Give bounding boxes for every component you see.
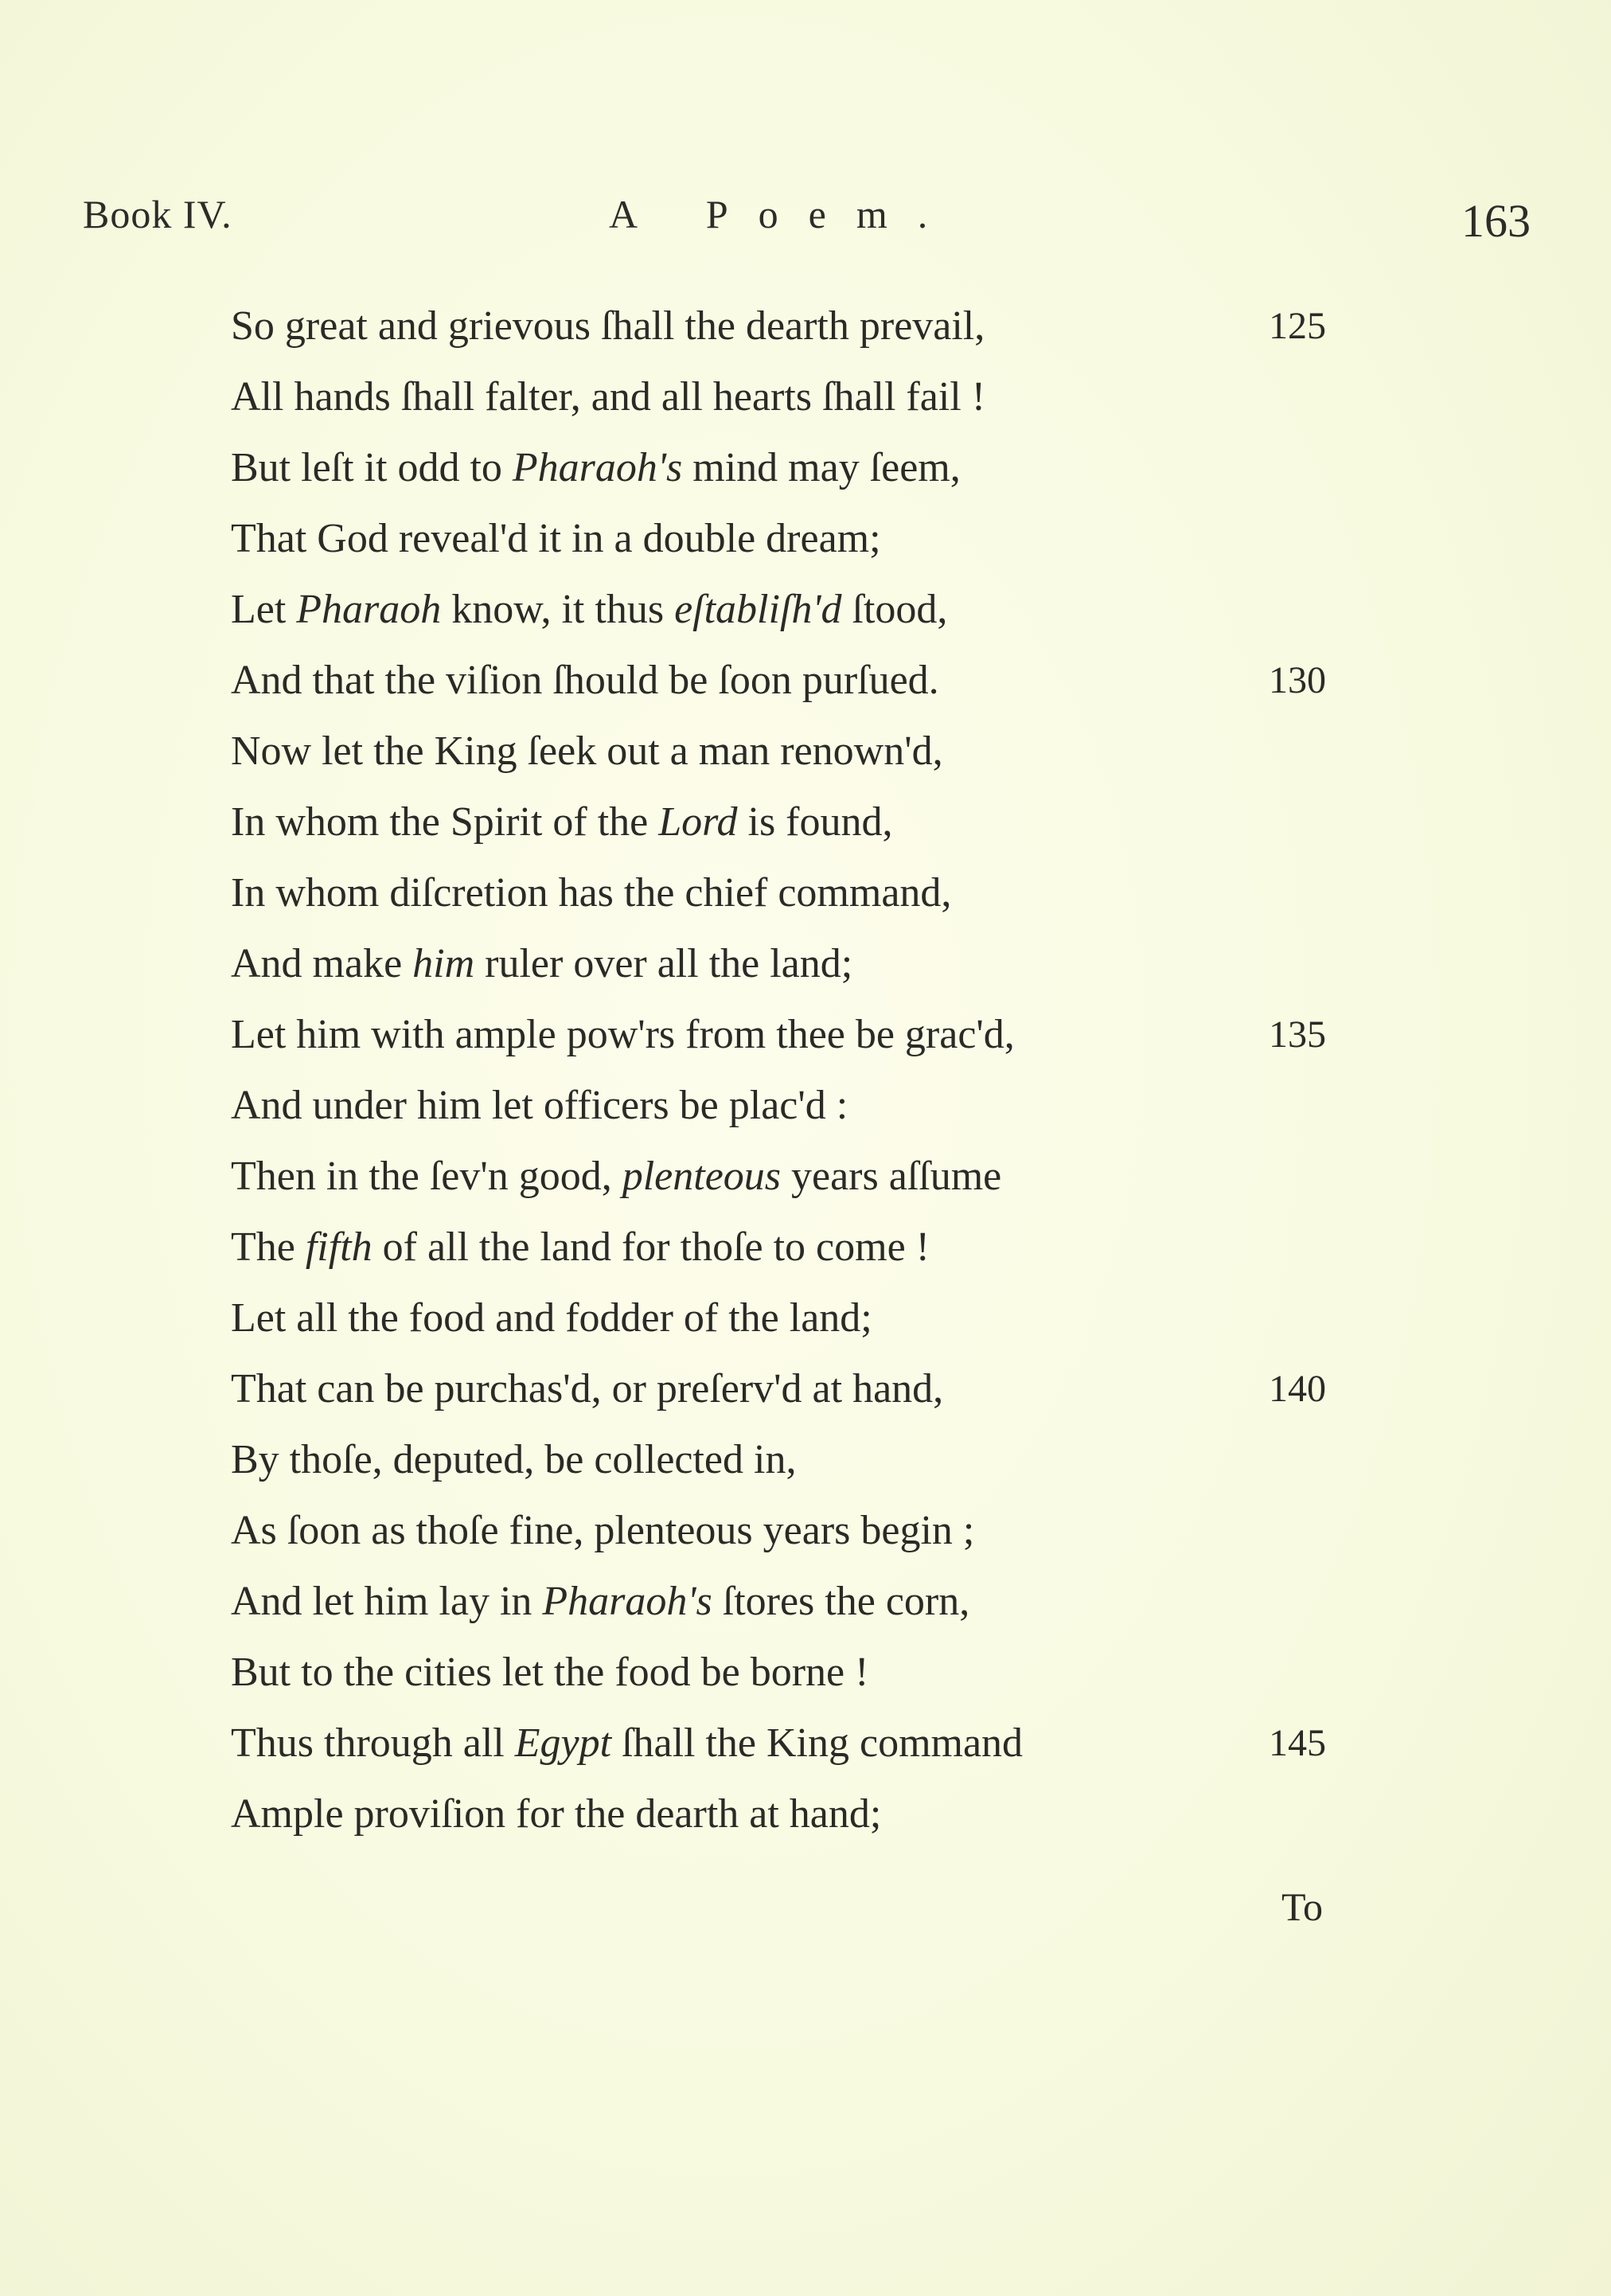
- poem-line: [231, 578, 1266, 642]
- line-text: Ample proviſion for the dearth at hand;: [231, 1791, 882, 1837]
- running-title: A Poem.: [609, 192, 958, 236]
- italic-text: plenteous: [622, 1154, 782, 1199]
- poem-line: [231, 1712, 1266, 1775]
- line-text: Now let the King ſeek out a man renown'd,: [231, 728, 943, 774]
- page-number: 163: [1461, 195, 1531, 247]
- line-number: 125: [1269, 305, 1326, 347]
- poem-line: [231, 791, 1266, 854]
- poem-line: [231, 1357, 1266, 1421]
- line-number: 130: [1269, 659, 1326, 701]
- italic-text: him: [412, 941, 475, 986]
- poem-line: [231, 1783, 1266, 1846]
- line-text: Then in the ſev'n good,: [231, 1154, 622, 1199]
- line-text: The: [231, 1224, 306, 1270]
- line-text: of all the land for thoſe to come !: [372, 1224, 930, 1270]
- italic-text: Pharaoh's: [542, 1579, 712, 1624]
- line-text: is found,: [737, 799, 893, 845]
- italic-text: Pharaoh's: [512, 445, 683, 490]
- line-text: years aſſume: [781, 1154, 1002, 1199]
- line-text: Let: [231, 587, 297, 632]
- line-text: Thus through all: [231, 1720, 515, 1766]
- italic-text: fifth: [305, 1224, 373, 1270]
- line-text: So great and grievous ſhall the dearth prevail,: [231, 303, 985, 349]
- line-number: 140: [1269, 1368, 1326, 1410]
- poem-line: [231, 1145, 1266, 1209]
- line-text: Let all the food and fodder of the land;: [231, 1295, 872, 1341]
- line-text: In whom diſcretion has the chief command,: [231, 870, 952, 916]
- line-text: By thoſe, deputed, be collected in,: [231, 1437, 797, 1482]
- italic-text: Pharaoh: [296, 587, 442, 632]
- line-text: All hands ſhall falter, and all hearts ſhall fail !: [231, 374, 986, 420]
- line-text: Let him with ample pow'rs from thee be grac'd,: [231, 1012, 1015, 1057]
- line-text: But to the cities let the food be borne !: [231, 1650, 869, 1695]
- line-text: As ſoon as thoſe fine, plenteous years begin ;: [231, 1508, 975, 1553]
- poem-line: [231, 436, 1266, 500]
- poem-line: [231, 1003, 1266, 1067]
- poem-line: [231, 1641, 1266, 1704]
- line-text: ſtood,: [841, 587, 948, 632]
- catchword: To: [1281, 1884, 1324, 1929]
- poem-line: [231, 720, 1266, 783]
- line-text: That can be purchas'd, or preſerv'd at hand,: [231, 1366, 944, 1412]
- line-text: mind may ſeem,: [682, 445, 961, 490]
- poem-line: [231, 861, 1266, 925]
- line-text: In whom the Spirit of the: [231, 799, 659, 845]
- italic-text: Lord: [658, 799, 738, 845]
- poem-line: [231, 1570, 1266, 1634]
- poem-line: [231, 365, 1266, 429]
- running-header: [0, 191, 1611, 247]
- poem-line: [231, 1428, 1266, 1492]
- line-number: 145: [1269, 1722, 1326, 1764]
- line-text: And make: [231, 941, 413, 986]
- poem-line: [231, 507, 1266, 571]
- poem-line: [231, 295, 1266, 358]
- line-text: And under him let officers be plac'd :: [231, 1083, 848, 1128]
- line-text: ſtores the corn,: [712, 1579, 970, 1624]
- line-number: 135: [1269, 1013, 1326, 1056]
- line-text: But leſt it odd to: [231, 445, 513, 490]
- poem-line: [231, 649, 1266, 713]
- line-text: That God reveal'd it in a double dream;: [231, 516, 881, 561]
- italic-text: Egypt: [514, 1720, 612, 1766]
- poem-line: [231, 1499, 1266, 1563]
- line-text: know, it thus: [441, 587, 675, 632]
- poem-line: [231, 1287, 1266, 1350]
- line-text: ruler over all the land;: [474, 941, 853, 986]
- poem-line: [231, 932, 1266, 996]
- poem-line: [231, 1216, 1266, 1279]
- italic-text: eſtabliſh'd: [674, 587, 842, 632]
- line-text: And that the viſion ſhould be ſoon purſued.: [231, 658, 939, 703]
- book-label: Book IV.: [83, 192, 232, 236]
- line-text: ſhall the King command: [611, 1720, 1024, 1766]
- poem-line: [231, 1074, 1266, 1138]
- line-text: And let him lay in: [231, 1579, 543, 1624]
